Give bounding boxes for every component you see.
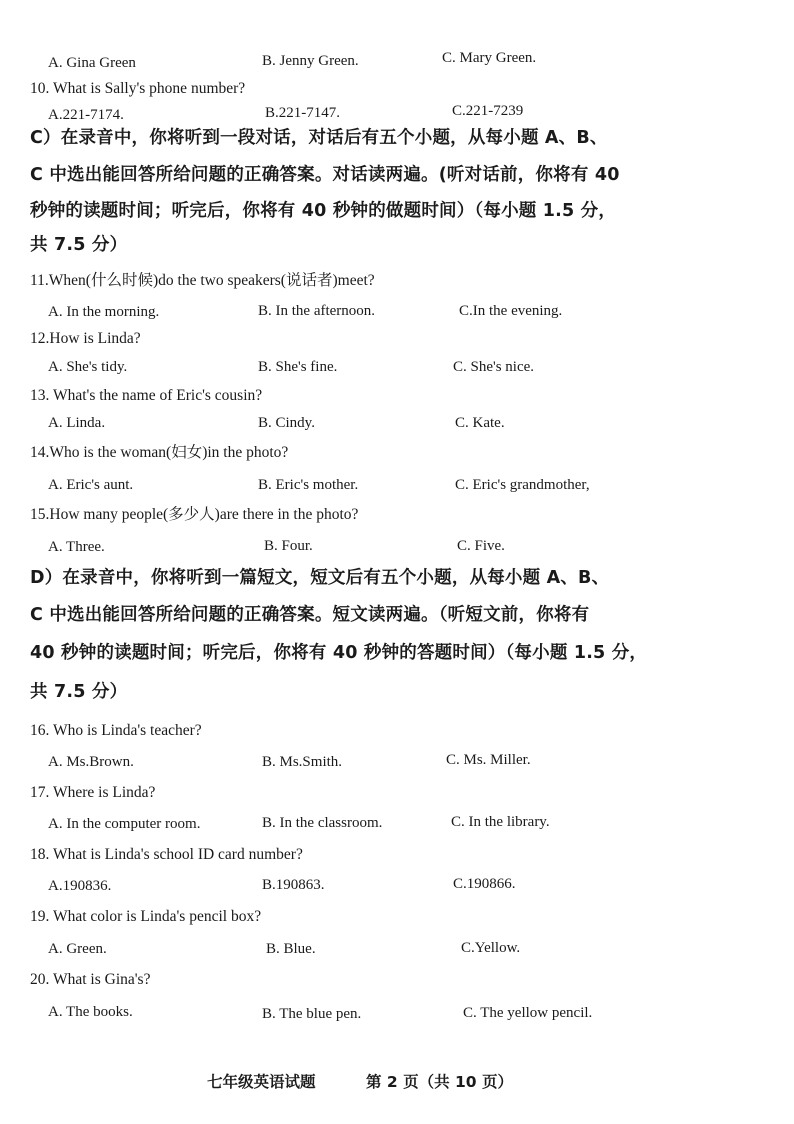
option-c: C. She's nice. bbox=[453, 359, 535, 375]
option-b: B. Ms.Smith. bbox=[262, 754, 343, 770]
option-a: A. Three. bbox=[48, 539, 105, 555]
section-d-instructions-line2: C 中选出能回答所给问题的正确答案。短文读两遍。（听短文前，你将有 bbox=[30, 605, 590, 625]
section-c-instructions-line3: 秒钟的读题时间；听完后，你将有 40 秒钟的做题时间）（每小题 1.5 分， bbox=[30, 201, 617, 221]
option-a: A. In the morning. bbox=[48, 304, 160, 320]
option-c: C.221-7239 bbox=[452, 103, 524, 119]
option-b: B. Eric's mother. bbox=[258, 477, 359, 493]
question-15: 15.How many people(多少人)are there in the photo? bbox=[30, 506, 359, 523]
question-17: 17. Where is Linda? bbox=[30, 784, 156, 801]
question-13: 13. What's the name of Eric's cousin? bbox=[30, 387, 263, 404]
option-a: A. Gina Green bbox=[48, 55, 136, 71]
option-c: C.In the evening. bbox=[459, 303, 563, 319]
question-18: 18. What is Linda's school ID card number? bbox=[30, 846, 303, 863]
option-b: B.190863. bbox=[262, 877, 325, 893]
option-a: A. She's tidy. bbox=[48, 359, 128, 375]
option-b: B.221-7147. bbox=[265, 105, 340, 121]
option-c: C. Eric's grandmother, bbox=[455, 477, 590, 493]
option-c: C.Yellow. bbox=[461, 940, 521, 956]
footer-page-number: 第 2 页（共 10 页） bbox=[366, 1073, 513, 1091]
option-a: A. Eric's aunt. bbox=[48, 477, 134, 493]
option-b: B. In the classroom. bbox=[262, 815, 383, 831]
section-d-instructions-line1: D）在录音中，你将听到一篇短文，短文后有五个小题，从每小题 A、B、 bbox=[30, 568, 610, 588]
question-14: 14.Who is the woman(妇女)in the photo? bbox=[30, 444, 289, 461]
option-a: A. In the computer room. bbox=[48, 816, 201, 832]
question-19: 19. What color is Linda's pencil box? bbox=[30, 908, 262, 925]
option-b: B. Four. bbox=[264, 538, 313, 554]
section-c-instructions-line2: C 中选出能回答所给问题的正确答案。对话读两遍。(听对话前，你将有 40 bbox=[30, 165, 620, 185]
option-a: A. Linda. bbox=[48, 415, 106, 431]
section-c-instructions-line4: 共 7.5 分） bbox=[30, 235, 128, 255]
option-b: B. She's fine. bbox=[258, 359, 338, 375]
option-b: B. Blue. bbox=[266, 941, 316, 957]
footer-title: 七年级英语试题 bbox=[207, 1073, 316, 1091]
section-d-instructions-line3: 40 秒钟的读题时间；听完后，你将有 40 秒钟的答题时间）（每小题 1.5 分， bbox=[30, 643, 648, 663]
option-c: C. Kate. bbox=[455, 415, 505, 431]
option-c: C. The yellow pencil. bbox=[463, 1005, 593, 1021]
question-10: 10. What is Sally's phone number? bbox=[30, 80, 246, 97]
question-12: 12.How is Linda? bbox=[30, 330, 141, 347]
question-11: 11.When(什么时候)do the two speakers(说话者)meet? bbox=[30, 272, 375, 289]
option-c: C.190866. bbox=[453, 876, 516, 892]
option-c: C. Five. bbox=[457, 538, 505, 554]
question-20: 20. What is Gina's? bbox=[30, 971, 151, 988]
option-c: C. Mary Green. bbox=[442, 50, 537, 66]
section-d-instructions-line4: 共 7.5 分） bbox=[30, 682, 128, 702]
option-b: B. Cindy. bbox=[258, 415, 315, 431]
section-c-instructions-line1: C）在录音中，你将听到一段对话，对话后有五个小题，从每小题 A、B、 bbox=[30, 128, 608, 148]
question-16: 16. Who is Linda's teacher? bbox=[30, 722, 202, 739]
option-c: C. Ms. Miller. bbox=[446, 752, 531, 768]
option-a: A.221-7174. bbox=[48, 107, 124, 123]
option-b: B. In the afternoon. bbox=[258, 303, 376, 319]
option-a: A. Ms.Brown. bbox=[48, 754, 134, 770]
option-c: C. In the library. bbox=[451, 814, 550, 830]
option-a: A.190836. bbox=[48, 878, 112, 894]
option-b: B. Jenny Green. bbox=[262, 53, 359, 69]
option-a: A. Green. bbox=[48, 941, 107, 957]
option-b: B. The blue pen. bbox=[262, 1006, 362, 1022]
option-a: A. The books. bbox=[48, 1004, 133, 1020]
